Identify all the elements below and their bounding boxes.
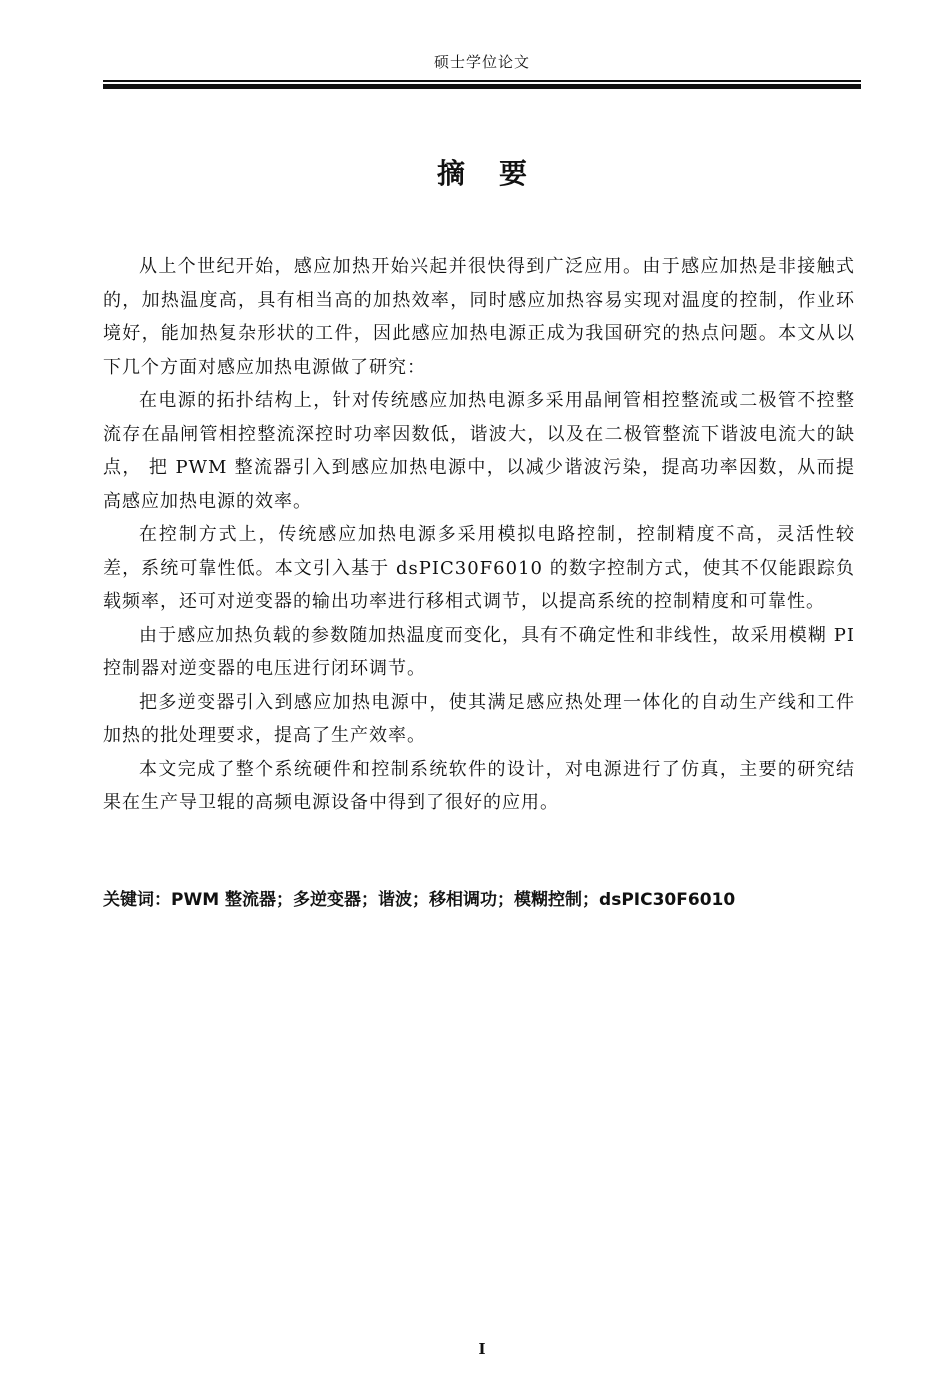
abstract-paragraph-control: 在控制方式上，传统感应加热电源多采用模拟电路控制，控制精度不高，灵活性较差，系统可靠性低。本文引入基于 dsPIC30F6010 的数字控制方式，使其不仅能跟踪负载频率，还可对逆变器的输出功率进行移相式调节，以提高系统的控制精度和可靠性。 <box>103 524 855 612</box>
header-rule-thick <box>103 84 861 89</box>
abstract-paragraph-conclusion: 本文完成了整个系统硬件和控制系统软件的设计，对电源进行了仿真，主要的研究结果在生产导卫辊的高频电源设备中得到了很好的应用。 <box>103 758 855 813</box>
abstract-paragraph-intro: 从上个世纪开始，感应加热开始兴起并很快得到广泛应用。由于感应加热是非接触式的，加热温度高，具有相当高的加热效率，同时感应加热容易实现对温度的控制，作业环境好，能加热复杂形状的工件，因此感应加热电源正成为我国研究的热点问题。本文从以下几个方面对感应加热电源做了研究： <box>103 256 855 378</box>
abstract-body <box>103 250 855 820</box>
abstract-paragraph-multi-inverter: 把多逆变器引入到感应加热电源中，使其满足感应热处理一体化的自动生产线和工件加热的批处理要求，提高了生产效率。 <box>103 691 855 746</box>
page-number: I <box>478 1340 486 1358</box>
running-header: 硕士学位论文 <box>433 53 530 71</box>
keywords-line: 关键词：PWM 整流器；多逆变器；谐波；移相调功；模糊控制；dsPIC30F6010 <box>103 890 736 910</box>
abstract-paragraph-topology: 在电源的拓扑结构上，针对传统感应加热电源多采用晶闸管相控整流或二极管不控整流存在晶闸管相控整流深控时功率因数低，谐波大，以及在二极管整流下谐波电流大的缺点， 把 PWM 整流器引入到感应加热电源中，以减少谐波污染，提高功率因数，从而提高感应加热电源的效率。 <box>103 390 855 512</box>
abstract-paragraph-fuzzy-pi: 由于感应加热负载的参数随加热温度而变化，具有不确定性和非线性，故采用模糊 PI 控制器对逆变器的电压进行闭环调节。 <box>103 624 855 679</box>
header-rule-thin <box>103 80 861 82</box>
abstract-title: 摘要 <box>436 157 561 190</box>
